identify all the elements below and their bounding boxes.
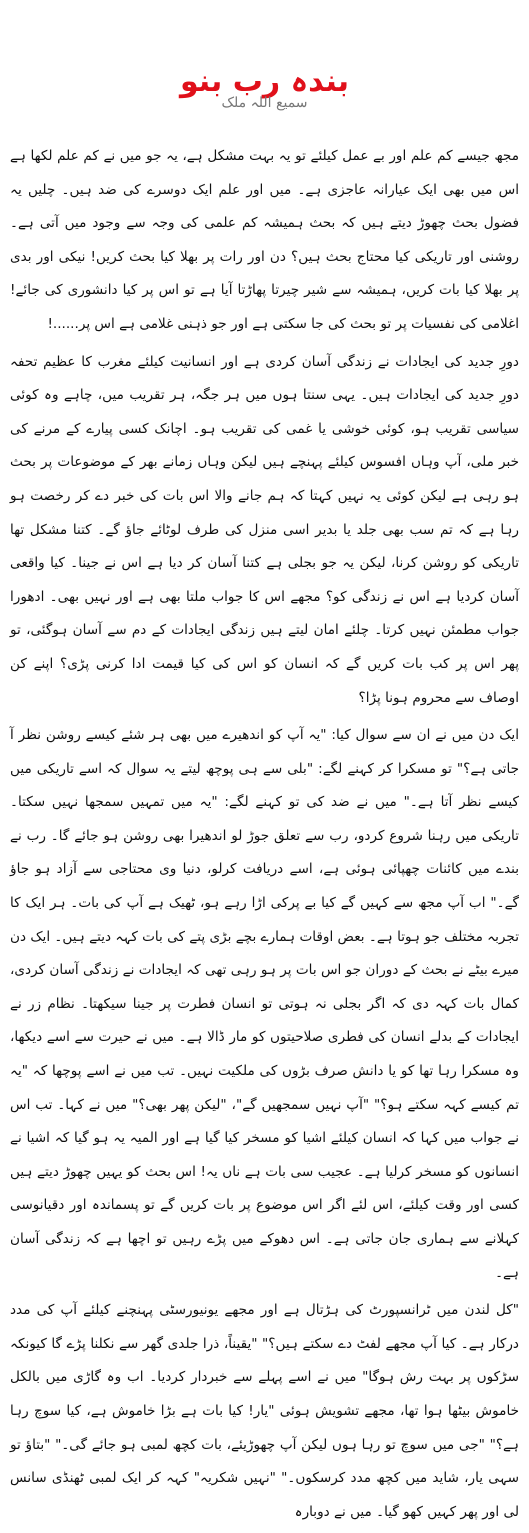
article-paragraph: ایک دن میں نے ان سے سوال کیا: "یہ آپ کو اندھیرے میں بھی ہر شئے کیسے روشن نظر آ جاتی ہے؟" تو مسکرا کر کہنے لگے: "بلی سے ہی پوچھ لیتے یہ سوال کہ اسے تاریکی میں کیسے نظر آتا ہے۔" میں نے ضد کی تو کہنے لگے: "یہ میں تمہیں سمجھا نہیں سکتا۔ تاریکی میں رہنا شروع کردو، رب سے تعلق جوڑ لو اندھیرا بھی روشن ہو جائے گا۔ رب نے بندے میں کائنات چھپائی ہوئی ہے، اسے دریافت کرلو، دنیا وی محتاجی سے آزاد ہو جاؤ گے۔" اب آپ مجھ سے کہیں گے کیا بے پرکی اڑا رہے ہو، ٹھیک ہے آپ کی بات۔ ہر ایک کا تجربہ مختلف جو ہوتا ہے۔ بعض اوقات ہمارے بچے بڑی پتے کی بات کہہ دیتے ہیں۔ ایک دن میرے بیٹے نے بحث کے دوران جو اس بات پر ہو رہی تھی کہ ایجادات نے زندگی آسان کردی، کمال بات کہہ دی کہ اگر بجلی نہ ہوتی تو انسان فطرت پر جینا سیکھتا۔ نظام زر نے ایجادات کے بدلے انسان کی فطری صلاحیتوں کو مار ڈالا ہے۔ میں نے حیرت سے اسے دیکھا، وہ مسکرا رہا تھا کو یا دانش صرف بڑوں کی ملکیت نہیں۔ تب میں نے اسے پوچھا کہ "یہ تم کیسے کہہ سکتے ہو؟" "آپ نہیں سمجھیں گے"، "لیکن پھر بھی؟" میں نے کہا۔ تب اس نے جواب میں کہا کہ انسان کیلئے اشیا کو مسخر کیا گیا ہے اور المیہ یہ ہو گیا کہ اشیا نے انسانوں کو مسخر کرلیا ہے۔ عجیب سی بات ہے ناں یہ! اس بحث کو یہیں چھوڑ دیتے ہیں کسی اور وقت کیلئے، اس لئے اگر اس موضوع پر بات کریں گے تو پسماندہ اور دقیانوسی کہلانے سے ہماری جان جاتی ہے۔ اس دھوکے میں پڑے رہیں تو اچھا ہے کہ زندگی آسان ہے۔ [10,727,519,1281]
article-paragraph: مجھ جیسے کم علم اور بے عمل کیلئے تو یہ بہت مشکل ہے، یہ جو میں نے کم علم لکھا ہے اس میں بھی ایک عیارانہ عاجزی ہے۔ میں اور علم ایک دوسرے کی ضد ہیں۔ چلیں یہ فضول بحث چھوڑ دیتے ہیں کہ بحث ہمیشہ کم علمی کی وجہ سے وجود میں آتی ہے۔ روشنی اور تاریکی کیا محتاج بحث ہیں؟ دن اور رات پر بھلا کیا بحث کریں! نیکی اور بدی پر بھلا کیا بات کریں، ہمیشہ سے شیر چیرتا پھاڑتا آیا ہے تو اس پر کیا دانشوری کی جائے! اغلامی کی نفسیات پر تو بحث کی جا سکتی ہے اور جو ذہنی غلامی ہے اس پر......! [10,148,519,332]
article-title: بندہ رب بنو [179,64,350,100]
article-paragraph: "کل لندن میں ٹرانسپورٹ کی ہڑتال ہے اور مجھے یونیورسٹی پہنچنے کیلئے آپ کی مدد درکار ہے۔ کیا آپ مجھے لفٹ دے سکتے ہیں؟" "یقیناً، ذرا جلدی گھر سے نکلنا پڑے گا کیونکہ سڑکوں پر بہت رش ہوگا" میں نے اسے پہلے سے خبردار کردیا۔ اب وہ گاڑی میں بالکل خاموش بیٹھا ہوا تھا، مجھے تشویش ہوئی "یار! کیا بات ہے بڑا خاموش ہے، کیا سوچ رہا ہے؟" "جی میں سوچ تو رہا ہوں لیکن آپ چھوڑیئے، بات کچھ لمبی ہو جائے گی۔" "بتاؤ تو سہی یار، شاید میں کچھ مدد کرسکوں۔" "نہیں شکریہ" کہہ کر ایک لمبی ٹھنڈی سانس لی اور پھر کہیں کھو گیا۔ میں نے دوبارہ [10,1302,519,1520]
article-body [10,140,519,1533]
article-paragraph: دورِ جدید کی ایجادات نے زندگی آسان کردی ہے اور انسانیت کیلئے مغرب کا عظیم تحفہ دورِ جدید کی ایجادات ہیں۔ یہی سنتا ہوں میں ہر جگہ، ہر تقریب میں، چاہے وہ کوئی سیاسی تقریب ہو، کوئی خوشی یا غمی کی تقریب ہو۔ اچانک کسی پیارے کے مرنے کی خبر ملی، آپ وہاں افسوس کیلئے پہنچے ہیں لیکن وہاں زمانے بھر کے موضوعات پر بحث ہو رہی ہے لیکن کوئی یہ نہیں کہتا کہ ہم جانے والا اس بات کی خبر دے کر رخصت ہو رہا ہے کہ تم سب بھی جلد یا بدیر اسی منزل کی طرف لوٹائے جاؤ گے۔ کتنا مشکل تھا تاریکی کو روشن کرنا، لیکن یہ جو بجلی ہے کتنا آسان کر دیا ہے اس نے جینا۔ کیا واقعی آسان کردیا ہے اس نے زندگی کو؟ مجھے اس کا جواب ملتا بھی ہے اور نہیں بھی۔ ادھورا جواب مطمئن نہیں کرتا۔ چلئے امان لیتے ہیں زندگی ایجادات کے دم سے آسان ہوگئی، تو پھر اس پر کب بات کریں گے کہ انسان کو اس کی کیا قیمت ادا کرنی پڑی؟ اپنے کن اوصاف سے محروم ہونا پڑا؟ [10,353,519,706]
article-author: سمیع اللہ ملک [221,95,308,111]
